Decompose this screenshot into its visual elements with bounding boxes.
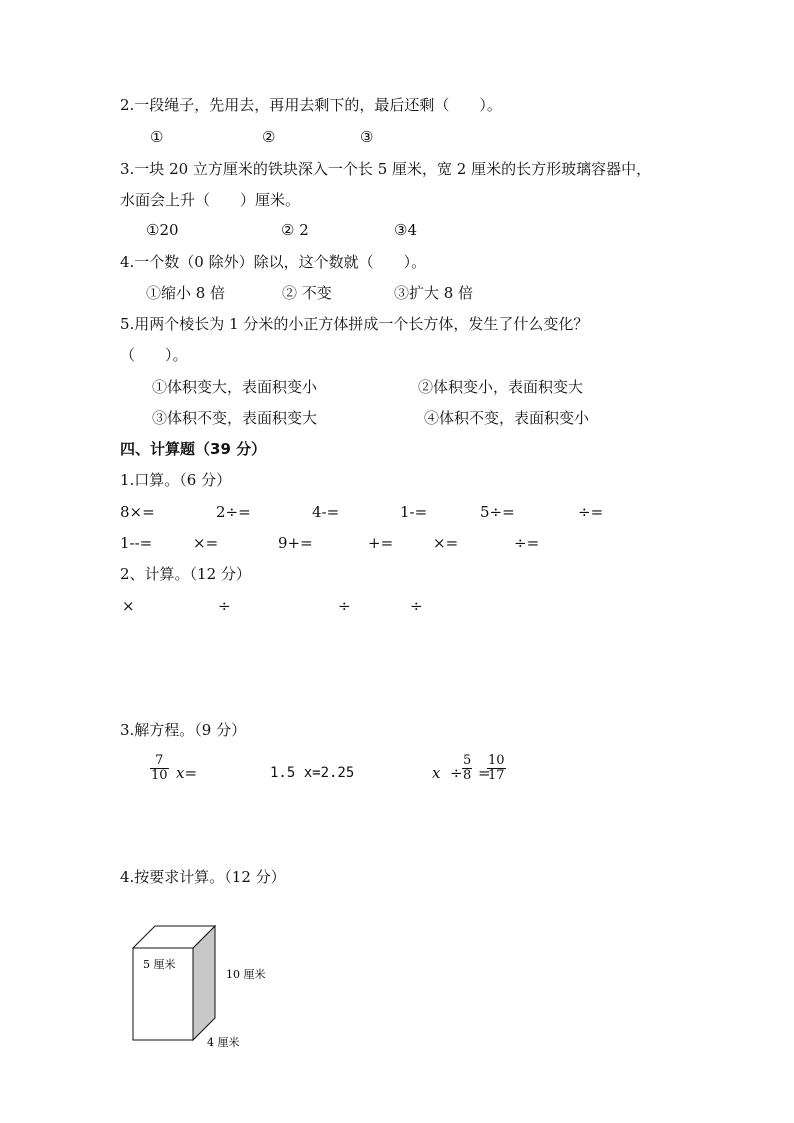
question-3-line-2: 水面会上升（ ）厘米。 bbox=[120, 191, 301, 209]
required-calc-title: 4.按要求计算。（12 分） bbox=[120, 868, 286, 886]
oral-item: 5÷= bbox=[480, 503, 515, 521]
question-5-line-1: 5.用两个棱长为 1 分米的小正方体拼成一个长方体，发生了什么变化？ bbox=[120, 315, 589, 333]
oral-item: ×= bbox=[433, 534, 459, 552]
cuboid-bottom-label: 4 厘米 bbox=[207, 1036, 240, 1049]
question-5-option-1: ①体积变大，表面积变小 bbox=[152, 378, 318, 396]
equation-3-fraction-1 bbox=[462, 754, 472, 782]
equation-3-equals: = bbox=[478, 764, 491, 782]
fraction-denominator: 8 bbox=[463, 767, 472, 783]
question-3-option-3: ③4 bbox=[394, 221, 417, 239]
cuboid-side-label: 10 厘米 bbox=[226, 968, 266, 981]
fraction-denominator: 10 bbox=[151, 767, 168, 783]
fraction-numerator: 5 bbox=[463, 753, 472, 768]
fraction-numerator: 7 bbox=[155, 753, 164, 768]
question-3-option-1: ①20 bbox=[146, 221, 179, 239]
section-4-heading: 四、计算题（39 分） bbox=[120, 440, 267, 458]
equation-1-fraction bbox=[150, 754, 169, 782]
oral-item: 1--= bbox=[120, 534, 153, 552]
calc-op: ÷ bbox=[410, 597, 423, 615]
equation-3-variable: x bbox=[432, 764, 441, 782]
question-4-option-1: ①缩小 8 倍 bbox=[146, 284, 226, 302]
cuboid-front-label: 5 厘米 bbox=[143, 958, 176, 971]
oral-item: ×= bbox=[193, 534, 219, 552]
question-3-line-1: 3.一块 20 立方厘米的铁块深入一个长 5 厘米，宽 2 厘米的长方形玻璃容器中， bbox=[120, 160, 652, 178]
oral-item: ÷= bbox=[514, 534, 540, 552]
calc-op: ÷ bbox=[218, 597, 231, 615]
equation-2: 1.5 x=2.25 bbox=[270, 765, 355, 781]
oral-item: 9+= bbox=[278, 534, 313, 552]
oral-item: ÷= bbox=[578, 503, 604, 521]
equation-1-rest: x= bbox=[176, 764, 198, 782]
question-3-option-2: ② 2 bbox=[281, 221, 309, 239]
calc-op: ÷ bbox=[338, 597, 351, 615]
question-5-option-2: ②体积变小，表面积变大 bbox=[418, 378, 584, 396]
question-4-option-2: ② 不变 bbox=[282, 284, 332, 302]
oral-calc-title: 1.口算。（6 分） bbox=[120, 471, 232, 489]
oral-item: += bbox=[368, 534, 394, 552]
question-2-option-2: ② bbox=[262, 128, 276, 146]
oral-item: 4-= bbox=[312, 503, 340, 521]
equation-3-fraction-2 bbox=[487, 754, 506, 782]
calc-op: × bbox=[122, 597, 135, 615]
equation-3-operator: ÷ bbox=[450, 764, 463, 782]
oral-item: 2÷= bbox=[216, 503, 251, 521]
question-4-option-3: ③扩大 8 倍 bbox=[394, 284, 474, 302]
oral-item: 1-= bbox=[400, 503, 428, 521]
question-2-text: 2.一段绳子，先用去，再用去剩下的，最后还剩（ ）。 bbox=[120, 96, 502, 114]
question-2-option-3: ③ bbox=[360, 128, 374, 146]
question-2-option-1: ① bbox=[150, 128, 164, 146]
question-5-line-2: （ ）。 bbox=[120, 346, 188, 364]
question-5-option-4: ④体积不变，表面积变小 bbox=[424, 409, 590, 427]
oral-item: 8×= bbox=[120, 503, 155, 521]
equations-title: 3.解方程。（9 分） bbox=[120, 721, 247, 739]
calc-title: 2、计算。（12 分） bbox=[120, 565, 251, 583]
fraction-denominator: 17 bbox=[488, 767, 505, 783]
question-5-option-3: ③体积不变，表面积变大 bbox=[152, 409, 318, 427]
question-4-text: 4.一个数（0 除外）除以，这个数就（ ）。 bbox=[120, 253, 427, 271]
cuboid-figure bbox=[125, 920, 285, 1060]
fraction-numerator: 10 bbox=[488, 753, 505, 768]
